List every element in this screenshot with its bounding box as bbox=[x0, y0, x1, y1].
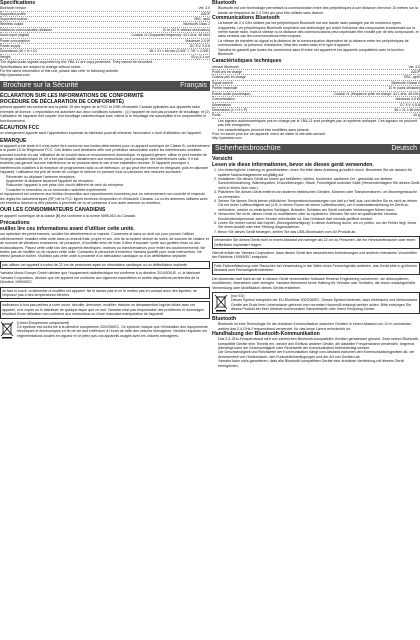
list-item: • Réorienter ou déplacer l'antenne réceptrice. bbox=[6, 175, 210, 179]
remarque-text: et appareil a été testé et il s'est avéré être conforme aux limites déterminées pour un appareil umérique de Classe B, conformément à la partie 15 du Règlement FCC. Ces limites sont destinées offrir une protection raisonnable contre les interférences nuisibles pouvant survenir en cas 'utilisation de ce produit dans un environnement domestique. et appareil génère, utilise et peut émettre de l'énergie radioélectrique et, s'il n'est pas installé rdinairement aux instructions, peut provoquer des interférences radio. Il n'est toutefois pas garanti 'aucune interférence ne se produira dans le cas d'une installation donnée. Si l'appareil provoque s interférences nuisibles à la réception de programmes radio ou de télévision, ce qui peut être terminé en éteignant, puis en allumant l'appareil, l'utilisateur est prié de tenter de corriger le oblème en prenant l'une ou plusieurs des mesures suivantes: bbox=[0, 143, 210, 175]
list-item: • Bluetooth ist eine Technologie für die drahtlose Kommunikation zwischen Geräten in einem Abstand von 10 m zueinander, welche das 2,4-GHz-Frequenzband verwendet, für das keine Lizenz erforderlich ist. bbox=[218, 322, 420, 331]
fcc-subtitle: ROCÉDURE DE DÉCLARATION DE CONFORMITÉ) bbox=[0, 99, 124, 106]
spec-label: Entrée audio (numérique) bbox=[212, 91, 251, 96]
list-item: 3. Platzieren Sie dieses Gerät entfernt von anderen elektrischen Geräten, Motoren oder Transformatoren, um Brummgeräusche zu vermeiden. bbox=[218, 190, 420, 199]
list-item: • Bluetooth est une technologie permettant la communication entre des périphériques à une distance d'environ 10 mètres sur la bande de fréquence de 2,4 GHz qui peut être utilisée sans licence. bbox=[218, 6, 420, 15]
list-item: • Les signaux audionumériques pris en charge par le YBA-11 sont protégés par un système anticopie. Ces signaux ne peuvent pas être enregistrés. bbox=[218, 119, 420, 128]
section-bar-french bbox=[0, 81, 210, 91]
spec-value: 10 m (33 ft, without obstruction) bbox=[162, 27, 210, 32]
crossed-bin-icon bbox=[0, 321, 14, 339]
list-item: 5. Versuchen Sie nicht, dieses Gerät zu modifizieren oder zu reparieren. Wenden Sie sich an qualifiziertes Yamaha-Kundendienstpersonal, wenn Service erforderlich ist. Das Gehäuse darf niemals geöffnet werden. bbox=[218, 212, 420, 221]
spec-value: Bluetooth Classe 2 bbox=[391, 80, 420, 85]
spec-label: Power supply bbox=[0, 44, 21, 49]
list-item: • Augmenter la distance séparant l'appareil du récepteur. bbox=[6, 179, 210, 183]
list-item: 7. Bevor Sie dieses Gerät bewegen, ziehen Sie das USB-Stromkabel vom AV-Produkt ab. bbox=[218, 230, 420, 234]
spec-list bbox=[0, 6, 210, 60]
communications-title: Communications Bluetooth bbox=[212, 15, 280, 22]
spec-label: Signal sans fil bbox=[212, 80, 233, 85]
spec-value: DC 5 V, 0.5 A bbox=[189, 44, 210, 49]
list-item: • La bande de 2,4 GHz utilisée par les périphériques Bluetooth est une bande radio partagée par de nombreux types d'appareils. Les périphériques Bluetooth emploient une technologie qui réduit l'influence des composants fonctionnant sur la même bande radio, mais la vitesse ou la distance des communications peut cependant être réduite par de tels composants, et dans certains cas les communications interrompues. bbox=[218, 21, 420, 39]
spec-label: Weight bbox=[0, 54, 11, 59]
spec-value: SBC, aptX bbox=[194, 17, 210, 22]
section-bar-title: Sicherheitsbroschüre bbox=[215, 144, 281, 152]
bluetooth-handling-title: Handhabung der Bluetooth-Kommunikation bbox=[212, 330, 320, 337]
remarque-title: EMARQUE bbox=[0, 137, 27, 144]
weee-text: Dieses Symbol entspricht der EU-Richtlinie 2002/96/EC. Dieses Symbol bedeutet, dass elektrische und elektronische Geräte am Ende ihrer Lebensdauer getrennt vom normalen Hausmüll entsorgt werden sollen. Bitte entsorgen Sie dieses Produkt bei Ihrer örtlichen kommunalen Sammelstelle oder Ihrem Recycling-Center. bbox=[231, 298, 418, 312]
spec-value: 40 g bbox=[413, 113, 420, 118]
declaration-text: Hiermit erklärt die Yamaha Corporation, dass dieses Gerät den wesentlichen Anforderungen und anderen relevanten Vorschriften der Richtlinie 1999/5/EC entspricht. bbox=[212, 251, 418, 260]
declaration-text: Yamaha Music Europe GmbH déclare que l'équipement radioélectrique est conforme à la directive 2014/53/UE. ci, le fabricant Yamaha Corporation, déclare que cet appareil est conforme aux xigences essentielles et autres dispositions pertinentes de la Directive 1999/5/EC. bbox=[0, 271, 201, 285]
info-note: Pour en savoir plus sur cet appareil, merci de visiter le site web suivant. bbox=[212, 131, 326, 136]
spec-label: Supported codecs bbox=[0, 17, 28, 22]
rf-exposure-text: et équipement est conforme aux limites d'exposition aux rayonnements énoncées pour un nvironnement non contrôlé et respecte les règles les radioélectriques (RF) de la FCC lignes rectrices d'exposition et d'Industrie Canada. La ou les antennes utilisées avec cet émetteur doivent ns être placées à proximité de ou en présence d'une autre antenne ou émetteur. bbox=[0, 192, 208, 206]
vorsicht-list bbox=[212, 168, 420, 234]
spec-label: Alimentation bbox=[212, 102, 231, 107]
spec-value: Ver. 3.0 bbox=[198, 6, 210, 11]
list-item: 6. Lesen Sie immer zuerst das Kapitel „Störungsbeseitigung“ in dieser Anleitung durch, um zu prüfen, wo der Fehler liegt, bevor Sie einen Ausfall oder eine Störung diagnostizieren. bbox=[218, 221, 420, 230]
crossed-bin-icon bbox=[214, 294, 228, 312]
list-item: 2. Installieren Sie dieses Gerät an einem gut belüfteten, kühlen, trockenen, sauberen Ort - geschützt vor direkter Sonneneinstrahlung, Wärmequellen, Erschütterungen, Staub, Feuchtigkeit und/oder Kälte (Verwenden/lagern Sie dieses Gerät nicht in einem Auto usw.). bbox=[218, 177, 420, 190]
spec-value: 10 m (sans obstacle) bbox=[388, 86, 420, 91]
spec-label: Power consumption bbox=[0, 38, 30, 43]
spec-title: Specifications bbox=[0, 0, 36, 6]
software-text: Der Anwender darf nicht an der in diesem Gerät verwendeten Software Reverse Engineering vornehmen, sie dekompilieren, modifizieren, übersetzen oder zerlegen. Yamaha übernimmt keine Haftung für Verluste oder Schäden, die durch unsachgemäße Verwendung oder Modifikation dieses Geräts entstehen. bbox=[212, 276, 416, 290]
precautions-title: Précautions bbox=[0, 220, 30, 227]
remarque-steps bbox=[0, 175, 210, 193]
spec-label: Dimensions (W × H × D) bbox=[0, 49, 37, 54]
weee-title: (Union Européenne uniquement) bbox=[17, 320, 70, 325]
warning-box bbox=[212, 236, 420, 249]
spec-value: Coaxial ×1 (fréquence prise en charge: 44,1 kHz, 48 kHz) bbox=[333, 91, 420, 96]
bluetooth-de-title: Bluetooth bbox=[212, 315, 237, 322]
weee-title: (nur EU) bbox=[231, 293, 245, 298]
bluetooth-handling-list bbox=[212, 337, 420, 368]
spec-value: Maximum 2,5 W bbox=[395, 97, 420, 102]
weee-notice bbox=[212, 292, 420, 314]
list-item: 1. Um bestmögliche Leistung zu gewährleisten, lesen Sie bitte diese Anleitung gründlich durch. Bewahren Sie sie danach für spätere Nachschlagzwecke sorgfältig auf. bbox=[218, 168, 420, 177]
weee-notice bbox=[0, 321, 210, 339]
spec-label: Dimensions (L × H × P) bbox=[212, 107, 248, 112]
spec-value: Ver. 3.0 bbox=[408, 64, 420, 69]
spec-note: Specifications are subject to change without notice. bbox=[0, 64, 82, 69]
bluetooth-list bbox=[212, 6, 420, 15]
vorsicht-title: Vorsicht bbox=[212, 155, 233, 162]
right-column bbox=[212, 0, 420, 640]
spec-value: 40 g (1.4 oz) bbox=[190, 54, 210, 59]
spec-label: Supported profile bbox=[0, 11, 26, 16]
section-bar-german bbox=[212, 144, 420, 154]
communications-list bbox=[212, 21, 420, 56]
fcc-caution-title: ÉCAUTION FCC bbox=[0, 124, 40, 131]
characteristics-title: Caractéristiques techniques bbox=[212, 58, 282, 65]
warning-box bbox=[212, 262, 420, 275]
spec-value: A2DP bbox=[201, 11, 210, 16]
info-url[interactable]: http://yamaha.com bbox=[0, 73, 30, 78]
spec-label: Bluetooth version bbox=[0, 6, 27, 11]
vorsicht-subtitle: Lesen sie diese informationen, bevor sie dieses gerät verwenden. bbox=[212, 161, 374, 168]
spec-value: Maximum 2.5 W bbox=[185, 38, 210, 43]
weee-text: Ce symbole est conforme à la directive européenne 2002/96/EC. Ce symbole indique que l'élimination des équipements électriques et électroniques en fin de vie doit s'effectuer à l'écart de celle des ordures ménagères. Veuillez respecter les réglementations locales en vigueur et ne jetez pas vos appareils usagés avec les ordures ménagères. bbox=[17, 324, 208, 338]
spec-label: Maximum communication distance bbox=[0, 27, 53, 32]
warning-text: Verwenden Sie dieses Gerät nicht in einem Abstand von weniger als 22 cm zu Personen, die ein Herzschrittmacher oder einen Defibrillator implantiert tragen. bbox=[214, 238, 416, 247]
bluetooth-de-list bbox=[212, 322, 420, 331]
warning-box bbox=[0, 301, 210, 318]
warning-text: ne faut ni ouvrir, ni démonter ni modifier cet appareil. Ne le lancez pas et ne le mettez pas en contact avec des liquides; ne l'exposez pas à des températures élevées. bbox=[2, 288, 197, 297]
warning-box bbox=[0, 287, 210, 300]
ic-text: et appareil numérique de la classe [B] est conforme à la norme NMB-003 du Canada. bbox=[0, 213, 136, 218]
info-url[interactable]: http://yamaha.com bbox=[212, 136, 242, 141]
fcc-title: ÉCLARATION SUR LES INFORMATIONS DE CONFORMITÉ bbox=[0, 92, 144, 99]
spec-value: Bluetooth Class 2 bbox=[183, 22, 210, 27]
list-item: • Die Geschwindigkeit und Reichweite der Kommunikation hängt vom Abstand zwischen den Kommunikationsgeräten ab, der Anwesenheit von Hindernissen, den Funkwellenbedingungen und der Art von Geräten ab. bbox=[218, 350, 420, 359]
warning-box bbox=[0, 261, 210, 269]
spec-value: CC 5 V, 0,5 A bbox=[399, 102, 420, 107]
list-item: • Raccorder l'appareil à une prise d'un circuit différent de celui du récepteur. bbox=[6, 183, 210, 187]
list-item: • Das 2,4-GHz-Frequenzband wird von zahlreichen Bluetooth-kompatiblen Geräten gemeinsam genutzt. Zwar setzen Bluetooth-kompatible Geräte eine Technik ein, welche den Einfluss anderer Geräte, die dasselbe Frequenzband verwenden, begrenzt, allerdings kann die Geschwindigkeit oder Reichweite der Kommunikation beeinträchtigt werden. bbox=[218, 337, 420, 350]
spec-value: SBC, aptX bbox=[404, 75, 420, 80]
fcc-caution-text: ux changement apporté sans l'approbation expresse du fabricant pourrait entraîner l'annulation u droit d'utilisation de l'appareil. bbox=[0, 131, 202, 136]
bluetooth-title: Bluetooth bbox=[212, 0, 237, 6]
info-note: For the latest information of this unit, please also refer to following website. bbox=[0, 69, 119, 74]
spec-value: 66 × 21 × 66 mm bbox=[394, 107, 420, 112]
spec-value: 66 × 21 × 66 mm (2-5/8" × 7/8" × 2-5/8") bbox=[149, 49, 210, 54]
spec-note: The digital audio signals supported by the YBA-11 are copy-protected. They cannot be recorded. bbox=[0, 60, 154, 65]
spec-label: Wireless output bbox=[0, 22, 24, 27]
precautions-subtitle: euillez lire ces informations avant d'utiliser cette unité. bbox=[0, 226, 135, 233]
warning-text: Falls Farbverfälschung oder Rauschen bei Verwendung in der Nähe eines Fernsehgeräts auftreten, das Gerät bitte in größerem Abstand zum Fernsehgerät betreiben. bbox=[214, 263, 417, 273]
spec-label: Consommation bbox=[212, 97, 235, 102]
section-bar-title: Brochure sur la Sécurité bbox=[3, 81, 79, 89]
ic-title: OUR LES CONSOMMATEURS CANADIENS bbox=[0, 207, 106, 214]
spec-label: Profil pris en charge bbox=[212, 70, 243, 75]
spec-label: Portée maximale bbox=[212, 86, 238, 91]
spec-label: Poids bbox=[212, 113, 221, 118]
list-item: • Les caractéristiques peuvent être modifiées sans préavis. bbox=[218, 128, 420, 132]
precautions-text: our optimiser les performances, veuillez lire attentivement ce manuel. Conservez-le dans un droit sûr pour pouvoir l'utiliser ultérieurement. Installez cette unité dans un endroit frais, propre et sec, loin de la lumière directe du soleil, de sources de chaleur et de sources de vibrations excessives, de poussière, d'humidité et/ou de froid. Evitez d'exposer l'unité aux gouttes d'eau ou aux éclaboussures. Placez cette unité loin des appareils électriques, moteurs ou transformateurs pour éviter les bourdonnements. Ne tentez pas de modifier ou de réparer cette unité. Contactez le personnel d'entretien Yamaha qualifié pour toute intervention. Ne retirez jamais le boîtier. N'utilisez pas cette unité à proximité d'un stimulateur cardiaque ou d'un défibrillateur implanté. bbox=[0, 232, 209, 259]
spec-label: Audio input (digital) bbox=[0, 33, 30, 38]
fcc-text: présent appareil est conforme aux la partie 15 des règles de la FCC et CNR d'Industrie Canada pplicables aux appareils radio exempts de licence. L'exploitation est autorisée aux deux conditions suivants : (1) l'appareil ne doit pas produire de brouillage, et (2) l'utilisateur de l'appareil doit ccepter tout brouillage radioélectrique subi, même si le brouillage est susceptible d'en ompromettre le fonctionnement. bbox=[0, 105, 210, 123]
list-item: • Consulter le revendeur ou un technicien radio/télé expérimenté. bbox=[6, 188, 210, 192]
spec-value: A2DP bbox=[411, 70, 420, 75]
spec-value: Coaxial ×1 (Supported frequency: 44.1 kHz, 48 kHz) bbox=[131, 33, 210, 38]
list-item: 4. Setzen Sie dieses Gerät keinen plötzlichen Temperaturschwankungen von kalt zu heiß aus, und stellen Sie es nicht an einem Ort mit hoher Luftfeuchtigkeit auf (z.B. in einem Raum mit einem Luftbefeuchter), um Kondensationsbildung im Gerät zu verhindern, welche zu elektrischen Schlägen, Bränden, Schäden am Gerät und/oder Verletzungen führen kann. bbox=[218, 199, 420, 212]
spec-label: Version Bluetooth bbox=[212, 64, 239, 69]
list-item: • Yamaha kann nicht garantieren, dass alle Bluetooth-kompatiblen Geräte eine drahtlose Verbindung mit diesem Gerät ermöglichen. bbox=[218, 359, 420, 368]
list-item: • Yamaha ne garantit pas toutes les connexions sans fil entre cet appareil et les appareils compatibles avec la fonction Bluetooth. bbox=[218, 48, 420, 57]
list-item: • La vitesse de transfert du signal et la distance de la communication dépendent de la distance entre les périphériques de communication, la présence d'obstacles, l'état des ondes radio et le type d'appareil. bbox=[218, 39, 420, 48]
spec-label: Codecs pris en charge bbox=[212, 75, 246, 80]
warning-text: inclinaison à tout pas peintes à votre ouvrir, décoller, démonter, modifier, traduire ou désassembler logiciel utilisé avec cet appareil, ni le copier ou le distribuer de quelque façon que ce soit. Yamaha n'est pas responsable des problèmes et dommages résultant d'une utilisation non conforme aux instructions ou d'une mauvaise manipulation de l'appareil. bbox=[2, 303, 204, 317]
characteristics-notes bbox=[212, 119, 420, 132]
section-bar-language: Français bbox=[180, 81, 207, 89]
section-bar-language: Deutsch bbox=[391, 144, 417, 152]
characteristics-list bbox=[212, 65, 420, 119]
warning-text: pas utilisez cet appareil à moins de 22 cm de personnes ayant un stimulateur cardiaque ou un défibrillateur implanté. bbox=[2, 262, 188, 267]
